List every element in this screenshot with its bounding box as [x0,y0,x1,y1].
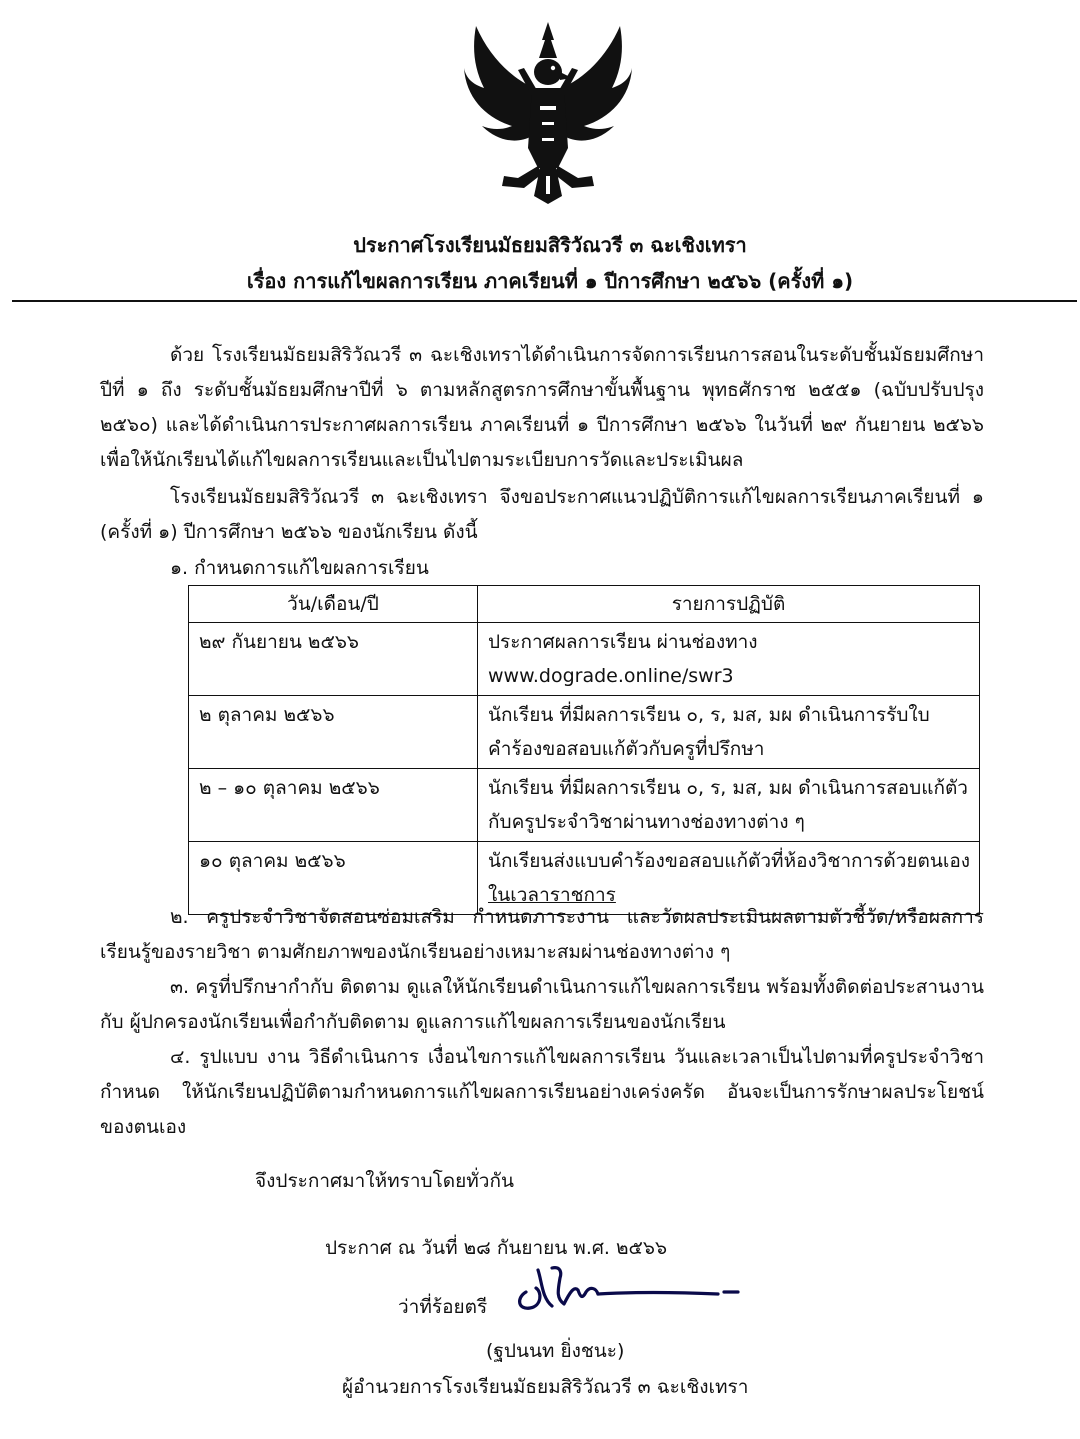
closing-statement: จึงประกาศมาให้ทราบโดยทั่วกัน [255,1170,514,1192]
schedule-table [188,585,980,915]
signer-name: (ฐปนนท ยิ่งชนะ) [486,1340,625,1362]
garuda-emblem-icon [462,18,634,208]
item-1-heading: ๑. กำหนดการแก้ไขผลการเรียน [170,557,429,579]
column-header-action: รายการปฏิบัติ [478,586,980,623]
table-row [189,623,980,696]
row-action-url: www.dograde.online/swr3 [488,665,734,687]
row-action-text: นักเรียนส่งแบบคำร้องขอสอบแก้ตัวที่ห้องวิชาการด้วยตนเอง [488,850,971,872]
row-date: ๑๐ ตุลาคม ๒๕๖๖ [189,842,478,915]
paragraph-guideline: โรงเรียนมัธยมสิริวัณวรี ๓ ฉะเชิงเทรา จึงขอประกาศแนวปฏิบัติการแก้ไขผลการเรียนภาคเรียนที่ ๑ (ครั้งที่ ๑) ปีการศึกษา ๒๕๖๖ ของนักเรียน ดังนี้ [100,486,984,543]
handwritten-signature-icon [512,1262,747,1314]
signer-position: ผู้อำนวยการโรงเรียนมัธยมสิริวัณวรี ๓ ฉะเชิงเทรา [342,1376,749,1398]
row-action-underlined: ในเวลาราชการ [488,884,616,906]
row-action [478,623,980,696]
item-2: ๒. ครูประจำวิชาจัดสอนซ่อมเสริม กำหนดภาระงาน และวัดผลประเมินผลตามตัวชี้วัด/หรือผลการเรียนรู้ของรายวิชา ตามศักยภาพของนักเรียนอย่างเหมาะสมผ่านช่องทางต่าง ๆ [100,906,984,963]
announcement-title: ประกาศโรงเรียนมัธยมสิริวัณวรี ๓ ฉะเชิงเทรา [353,233,747,257]
row-action: นักเรียน ที่มีผลการเรียน ๐, ร, มส, มผ ดำเนินการสอบแก้ตัวกับครูประจำวิชาผ่านทางช่องทางต่าง ๆ [478,769,980,842]
paragraph-intro: ด้วย โรงเรียนมัธยมสิริวัณวรี ๓ ฉะเชิงเทราได้ดำเนินการจัดการเรียนการสอนในระดับชั้นมัธยมศึกษาปีที่ ๑ ถึง ระดับชั้นมัธยมศึกษาปีที่ ๖ ตามหลักสูตรการศึกษาขั้นพื้นฐาน พุทธศักราช ๒๕๕๑ (ฉบับปรับปรุง ๒๕๖๐) และได้ดำเนินการประกาศผลการเรียน ภาคเรียนที่ ๑ ปีการศึกษา ๒๕๖๖ ในวันที่ ๒๙ กันยายน ๒๕๖๖ เพื่อให้นักเรียนได้แก้ไขผลการเรียนและเป็นไปตามระเบียบการวัดและประเมินผล [100,344,984,471]
item-4: ๔. รูปแบบ งาน วิธีดำเนินการ เงื่อนไขการแก้ไขผลการเรียน วันและเวลาเป็นไปตามที่ครูประจำวิชากำหนด ให้นักเรียนปฏิบัติตามกำหนดการแก้ไขผลการเรียนอย่างเคร่งครัด อันจะเป็นการรักษาผลประโยชน์ของตนเอง [100,1046,984,1138]
announcement-date: ประกาศ ณ วันที่ ๒๘ กันยายน พ.ศ. ๒๕๖๖ [325,1237,668,1259]
signer-rank: ว่าที่ร้อยตรี [398,1296,488,1318]
item-3: ๓. ครูที่ปรึกษากำกับ ติดตาม ดูแลให้นักเรียนดำเนินการแก้ไขผลการเรียน พร้อมทั้งติดต่อประสานงานกับ ผู้ปกครองนักเรียนเพื่อกำกับติดตาม ดูแลการแก้ไขผลการเรียนของนักเรียน [100,976,984,1033]
table-row [189,769,980,842]
row-action: นักเรียน ที่มีผลการเรียน ๐, ร, มส, มผ ดำเนินการรับใบคำร้องขอสอบแก้ตัวกับครูที่ปรึกษา [478,696,980,769]
column-header-date: วัน/เดือน/ปี [189,586,478,623]
title-divider [12,300,1077,302]
row-date: ๒ ตุลาคม ๒๕๖๖ [189,696,478,769]
row-date: ๒ – ๑๐ ตุลาคม ๒๕๖๖ [189,769,478,842]
announcement-subject: เรื่อง การแก้ไขผลการเรียน ภาคเรียนที่ ๑ ปีการศึกษา ๒๕๖๖ (ครั้งที่ ๑) [246,269,854,293]
table-row [189,696,980,769]
row-action-text: ประกาศผลการเรียน ผ่านช่องทาง [488,631,758,653]
row-date: ๒๙ กันยายน ๒๕๖๖ [189,623,478,696]
table-header-row [189,586,980,623]
